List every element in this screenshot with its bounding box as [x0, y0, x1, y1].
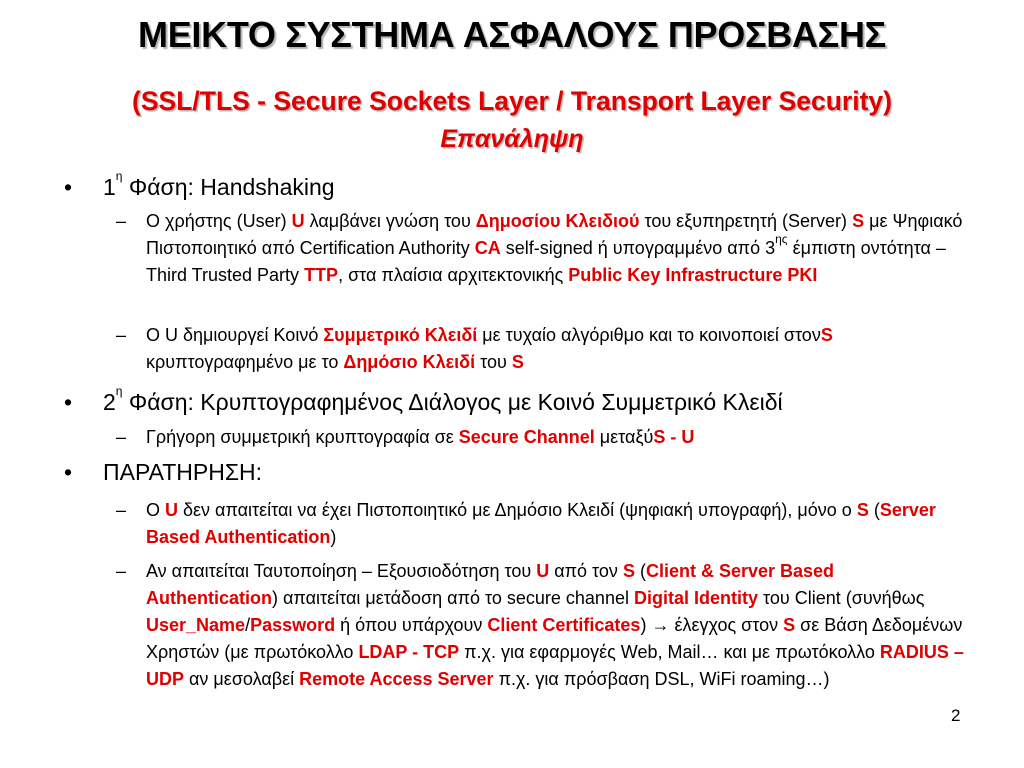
text: self-signed ή υπογραμμένο από 3: [500, 238, 776, 258]
phase1-item-1: [146, 208, 966, 289]
note-item-1: [146, 497, 966, 551]
bullet: •: [64, 389, 73, 415]
text: (: [634, 561, 646, 581]
text: π.χ. για εφαρμογές Web, Mail… και με πρωτόκολλο: [459, 642, 880, 662]
dash: –: [116, 211, 127, 231]
note-heading: ΠΑΡΑΤΗΡΗΣΗ:: [103, 459, 263, 485]
highlight: Client & Server Based Authentication: [146, 561, 835, 608]
text: Αν απαιτείται Ταυτοποίηση – Εξουσιοδότηση του: [146, 561, 537, 581]
phase1-item-2: [146, 322, 966, 376]
text: κρυπτογραφημένο με το: [146, 352, 344, 372]
phase2-heading: [103, 384, 983, 417]
text: ): [640, 615, 652, 635]
phase2-ordinal: η: [115, 384, 123, 398]
highlight: Δημοσίου Κλειδιού: [475, 211, 640, 231]
highlight: Client Certificates: [487, 615, 641, 635]
text: Ο U δημιουργεί Κοινό: [146, 325, 324, 345]
highlight: S: [856, 500, 869, 520]
text: π.χ. για πρόσβαση DSL, WiFi roaming…): [493, 669, 830, 689]
text: , στα πλαίσια αρχιτεκτονικής: [338, 265, 569, 285]
text: του εξυπηρετητή (Server): [639, 211, 853, 231]
text: με τυχαίο αλγόριθμο και το κοινοποιεί στον: [477, 325, 821, 345]
highlight: U: [291, 211, 305, 231]
phase2-number: 2: [103, 389, 116, 415]
highlight: S: [783, 615, 796, 635]
highlight: Secure Channel: [458, 427, 595, 447]
phase1-text: Φάση: Handshaking: [122, 174, 335, 200]
page-number: 2: [951, 706, 961, 725]
phase2-item-1: [146, 424, 966, 451]
dash: –: [116, 500, 127, 520]
text: /: [245, 615, 251, 635]
text: Ο: [146, 500, 166, 520]
text: του Client (συνήθως: [757, 588, 925, 608]
text: ) απαιτείται μετάδοση από το secure channel: [272, 588, 634, 608]
highlight: S: [820, 325, 833, 345]
highlight: U: [165, 500, 179, 520]
highlight: Public Key Infrastructure PKI: [568, 265, 818, 285]
highlight: User_Name: [146, 615, 246, 635]
text: Γρήγορη συμμετρική κρυπτογραφία σε: [146, 427, 459, 447]
text: σε Βάση Δεδομένων Χρηστών (με πρωτόκολλο: [146, 615, 963, 662]
slide-title: ΜΕΙΚΤΟ ΣΥΣΤΗΜΑ ΑΣΦΑΛΟΥΣ ΠΡΟΣΒΑΣΗΣ: [138, 14, 886, 55]
text: λαμβάνει γνώση του: [304, 211, 476, 231]
highlight: Συμμετρικό Κλειδί: [323, 325, 478, 345]
dash: –: [116, 325, 127, 345]
bullet: •: [64, 459, 73, 485]
text: αν μεσολαβεί: [184, 669, 300, 689]
highlight: Δημόσιο Κλειδί: [343, 352, 476, 372]
highlight: RADIUS – UDP: [146, 642, 964, 689]
highlight: Server Based Authentication: [146, 500, 936, 547]
text: μεταξύ: [594, 427, 654, 447]
dash: –: [116, 427, 127, 447]
highlight: S - U: [653, 427, 695, 447]
note-item-2: [146, 558, 966, 693]
phase1-ordinal: η: [115, 169, 123, 183]
arrow-right-icon: →: [651, 615, 670, 635]
dash: –: [116, 561, 127, 581]
phase1-heading: [103, 169, 983, 202]
phase1-number: 1: [103, 174, 116, 200]
text: ή όπου υπάρχουν: [335, 615, 488, 635]
highlight: TTP: [304, 265, 339, 285]
text: Ο χρήστης (User): [146, 211, 292, 231]
ordinal: ης: [775, 232, 788, 246]
highlight: CA: [474, 238, 501, 258]
highlight: S: [852, 211, 865, 231]
bullet: •: [64, 174, 73, 200]
highlight: LDAP - TCP: [358, 642, 460, 662]
slide-subtitle: (SSL/TLS - Secure Sockets Layer / Transport Layer Security): [132, 86, 892, 116]
text: από τον: [549, 561, 623, 581]
text: (: [868, 500, 880, 520]
slide-subtitle-repeat: Επανάληψη: [440, 125, 584, 153]
phase2-text: Φάση: Κρυπτογραφημένος Διάλογος με Κοινό Συμμετρικό Κλειδί: [122, 389, 783, 415]
highlight: Digital Identity: [633, 588, 758, 608]
highlight: U: [536, 561, 550, 581]
text: δεν απαιτείται να έχει Πιστοποιητικό με Δημόσιο Κλειδί (ψηφιακή υπογραφή), μόνο ο: [178, 500, 857, 520]
text: έλεγχος στον: [669, 615, 784, 635]
text: με Ψηφιακό Πιστοποιητικό από Certification Authority: [146, 211, 963, 258]
text: ): [330, 527, 337, 547]
highlight: S: [622, 561, 635, 581]
text: έμπιστη οντότητα – Third Trusted Party: [146, 238, 946, 285]
highlight: Remote Access Server: [299, 669, 494, 689]
highlight: S: [511, 352, 524, 372]
text: του: [475, 352, 512, 372]
highlight: Password: [250, 615, 336, 635]
